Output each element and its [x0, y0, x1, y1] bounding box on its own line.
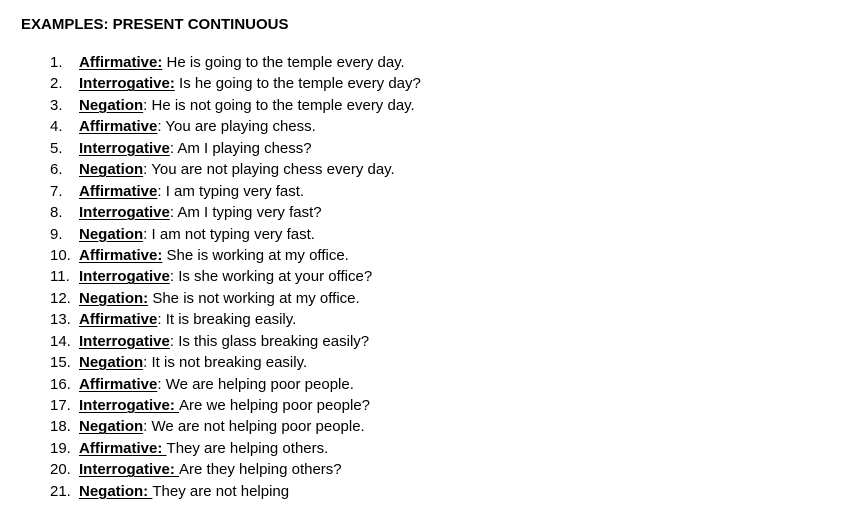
item-number: 18.: [50, 418, 71, 436]
item-number: 16.: [50, 375, 71, 393]
item-body: [79, 245, 349, 266]
item-label: Interrogative:: [79, 461, 180, 479]
item-body: [79, 73, 421, 94]
item-body: [79, 309, 296, 330]
item-text: He is going to the temple every day.: [162, 54, 405, 71]
item-text: They are helping others.: [166, 439, 329, 457]
item-label: Affirmative:: [79, 54, 163, 71]
item-label: Negation:: [79, 482, 153, 500]
item-label: Interrogative: [79, 204, 170, 222]
item-number: 4.: [50, 118, 63, 136]
item-number: 21.: [50, 482, 71, 500]
item-label: Affirmative: [79, 118, 158, 136]
item-label: Negation: [79, 354, 144, 372]
item-number: 1.: [50, 54, 63, 71]
item-number: 5.: [50, 139, 63, 157]
item-text: Is he going to the temple every day?: [174, 75, 421, 93]
item-separator: :: [169, 268, 175, 286]
item-label: Interrogative:: [79, 75, 175, 93]
item-text: It is breaking easily.: [161, 311, 297, 329]
item-text: They are not helping: [152, 482, 290, 500]
item-separator: :: [157, 182, 162, 200]
item-number: 19.: [50, 439, 71, 457]
item-body: [79, 116, 316, 137]
item-label: Negation:: [79, 289, 149, 307]
item-text: Am I playing chess?: [174, 139, 312, 157]
item-number: 9.: [50, 225, 63, 243]
item-body: [79, 459, 342, 480]
item-body: [79, 331, 369, 352]
item-number: 17.: [50, 397, 71, 414]
item-label: Affirmative: [79, 375, 158, 393]
item-text: I am not typing very fast.: [147, 225, 315, 243]
item-label: Affirmative: [79, 182, 158, 200]
item-text: You are not playing chess every day.: [147, 161, 395, 179]
item-body: [79, 224, 315, 245]
item-separator: :: [157, 311, 162, 329]
item-label: Negation: [79, 225, 144, 243]
item-label: Affirmative:: [79, 439, 167, 457]
item-separator: :: [143, 354, 148, 372]
item-label: Negation: [79, 161, 144, 179]
item-text: I am typing very fast.: [161, 182, 305, 200]
item-number: 10.: [50, 246, 71, 264]
item-separator: :: [169, 204, 175, 222]
item-text: We are helping poor people.: [161, 375, 354, 393]
item-body: [79, 288, 360, 309]
item-separator: :: [157, 118, 162, 136]
item-number: 2.: [50, 75, 63, 93]
item-number: 15.: [50, 354, 71, 372]
item-body: [79, 416, 365, 437]
item-body: [79, 395, 370, 416]
item-label: Interrogative: [79, 139, 170, 157]
item-body: [79, 95, 415, 116]
item-separator: :: [143, 418, 148, 436]
item-label: Affirmative:: [79, 246, 163, 264]
item-text: We are not helping poor people.: [147, 418, 365, 436]
item-text: Are we helping poor people?: [179, 397, 371, 414]
item-text: Is she working at your office?: [174, 268, 373, 286]
item-label: Interrogative: [79, 332, 170, 350]
item-number: 14.: [50, 332, 71, 350]
item-text: Is this glass breaking easily?: [174, 332, 370, 350]
item-label: Negation: [79, 418, 144, 436]
item-label: Negation: [79, 96, 144, 114]
item-body: [79, 352, 307, 373]
item-body: [79, 138, 312, 159]
item-body: [79, 52, 405, 73]
document-heading: EXAMPLES: PRESENT CONTINUOUS: [21, 16, 289, 33]
item-number: 20.: [50, 461, 71, 479]
item-text: It is not breaking easily.: [147, 354, 308, 372]
item-body: [79, 266, 372, 287]
item-number: 13.: [50, 311, 71, 329]
item-body: [79, 481, 289, 502]
item-text: She is not working at my office.: [148, 289, 360, 307]
item-number: 12.: [50, 289, 71, 307]
item-text: She is working at my office.: [162, 246, 349, 264]
item-number: 7.: [50, 182, 63, 200]
item-number: 11.: [50, 268, 70, 286]
item-label: Affirmative: [79, 311, 158, 329]
item-separator: :: [143, 96, 148, 114]
item-label: Interrogative: [79, 268, 170, 286]
item-number: 8.: [50, 204, 63, 222]
item-text: He is not going to the temple every day.: [147, 96, 415, 114]
item-separator: :: [157, 375, 162, 393]
item-number: 3.: [50, 96, 63, 114]
item-body: [79, 202, 322, 223]
item-separator: :: [169, 332, 175, 350]
item-body: [79, 374, 354, 395]
item-body: [79, 159, 395, 180]
item-number: 6.: [50, 161, 63, 179]
item-text: You are playing chess.: [161, 118, 316, 136]
item-body: [79, 438, 328, 459]
item-separator: :: [143, 225, 148, 243]
item-text: Are they helping others?: [179, 461, 342, 479]
item-separator: :: [169, 139, 175, 157]
item-label: Interrogative:: [79, 397, 180, 414]
item-body: [79, 181, 304, 202]
item-separator: :: [143, 161, 148, 179]
item-text: Am I typing very fast?: [174, 204, 322, 222]
